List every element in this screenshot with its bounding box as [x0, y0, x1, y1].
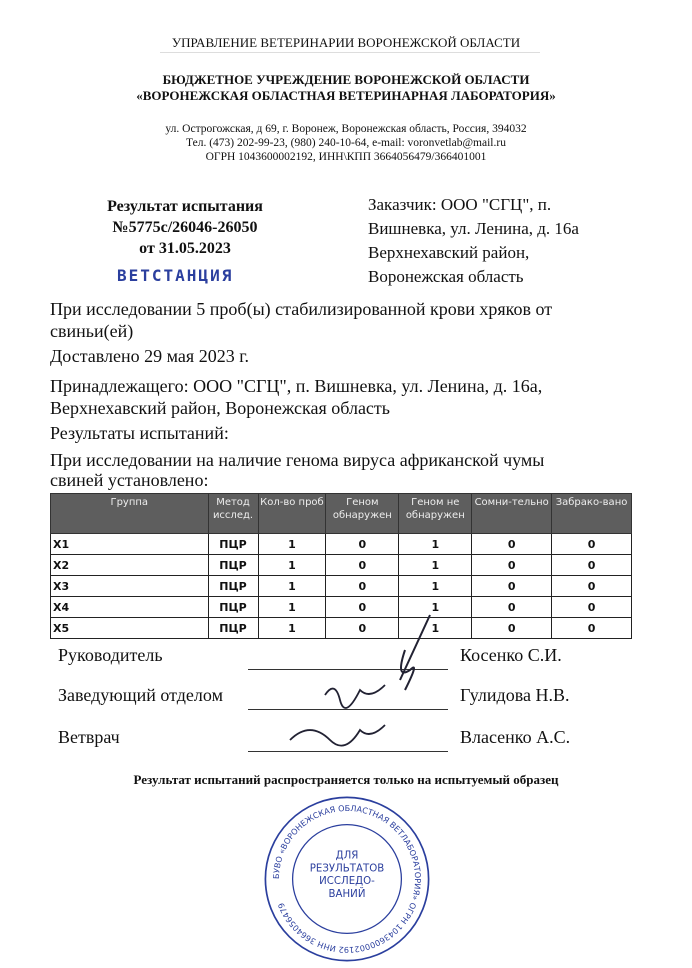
column-header: Геном обнаружен — [326, 494, 399, 534]
table-cell: 0 — [552, 597, 632, 618]
samples-paragraph — [50, 298, 650, 342]
column-header: Кол-во проб — [258, 494, 326, 534]
table-row — [51, 555, 632, 576]
findings-paragraph — [50, 450, 650, 490]
registration-ids: ОГРН 1043600002192, ИНН\КПП 3664056479/366401001 — [205, 151, 487, 163]
table-cell: 1 — [399, 618, 472, 639]
result-label: Результат испытания — [107, 198, 263, 215]
signature-role: Заведующий отделом — [58, 685, 223, 705]
table-cell: 0 — [326, 576, 399, 597]
table-cell: X1 — [51, 534, 209, 555]
table-cell: X5 — [51, 618, 209, 639]
table-cell: 0 — [552, 618, 632, 639]
table-cell: 0 — [326, 555, 399, 576]
text-line: Верхнехавский район, Воронежская область — [50, 398, 390, 418]
text-line: свиней установлено: — [50, 470, 209, 490]
handwritten-signatures — [280, 610, 450, 760]
table-cell: 0 — [472, 576, 552, 597]
column-header: Геном не обнаружен — [399, 494, 472, 534]
table-cell: 1 — [258, 534, 326, 555]
table-cell: 0 — [472, 555, 552, 576]
table-cell: 1 — [399, 576, 472, 597]
organization-name — [0, 72, 692, 104]
table-cell: ПЦР — [208, 576, 258, 597]
table-cell: 1 — [258, 618, 326, 639]
customer-block — [368, 193, 668, 289]
signature-name: Косенко С.И. — [460, 645, 562, 665]
column-header: Забрако-вано — [552, 494, 632, 534]
table-cell: 0 — [472, 534, 552, 555]
authority-header: УПРАВЛЕНИЕ ВЕТЕРИНАРИИ ВОРОНЕЖСКОЙ ОБЛАСТИ — [171, 35, 521, 50]
table-cell: 0 — [472, 597, 552, 618]
table-cell: 1 — [399, 534, 472, 555]
result-title — [80, 196, 290, 259]
table-cell: 0 — [552, 534, 632, 555]
table-cell: 0 — [326, 534, 399, 555]
table-cell: X3 — [51, 576, 209, 597]
table-cell: ПЦР — [208, 597, 258, 618]
text-line: свиньи(ей) — [50, 321, 134, 341]
table-cell: X4 — [51, 597, 209, 618]
footer-note: Результат испытаний распространяется только на испытуемый образец — [133, 772, 559, 787]
delivered-date: Доставлено 29 мая 2023 г. — [50, 346, 250, 366]
customer-line: Верхнехавский район, — [368, 243, 530, 262]
column-header: Группа — [51, 494, 209, 534]
signature-name: Власенко А.С. — [460, 727, 571, 747]
table-cell: 0 — [326, 618, 399, 639]
org-line-1: БЮДЖЕТНОЕ УЧРЕЖДЕНИЕ ВОРОНЕЖСКОЙ ОБЛАСТИ — [162, 72, 530, 87]
table-cell: 1 — [258, 576, 326, 597]
result-number: №5775с/26046-26050 — [112, 219, 258, 236]
round-stamp — [262, 794, 432, 964]
customer-line: Воронежская область — [368, 267, 524, 286]
org-line-2: «ВОРОНЕЖСКАЯ ОБЛАСТНАЯ ВЕТЕРИНАРНАЯ ЛАБОРАТОРИЯ» — [136, 88, 556, 103]
table-cell: 0 — [472, 618, 552, 639]
table-cell: ПЦР — [208, 534, 258, 555]
table-cell: 1 — [258, 597, 326, 618]
organization-contacts — [0, 122, 692, 164]
table-cell: X2 — [51, 555, 209, 576]
table-cell: ПЦР — [208, 618, 258, 639]
table-header-row — [51, 494, 632, 534]
table-cell: ПЦР — [208, 555, 258, 576]
results-heading: Результаты испытаний: — [50, 423, 229, 443]
contacts: Тел. (473) 202-99-23, (980) 240-10-64, e-mail: voronvetlab@mail.ru — [186, 137, 506, 149]
text-line: При исследовании на наличие генома вируса африканской чумы — [50, 450, 545, 470]
text-line: Принадлежащего: ООО "СГЦ", п. Вишневка, ул. Ленина, д. 16а, — [50, 376, 543, 396]
customer-line: Вишневка, ул. Ленина, д. 16а — [368, 219, 579, 238]
signature-role: Ветврач — [58, 727, 120, 747]
stamp-ring-text: БУВО «ВОРОНЕЖСКАЯ ОБЛАСТНАЯ ВЕТЛАБОРАТОРИЯ» ОГРН 1043600002192 ИНН 3664056479 — [271, 803, 423, 955]
signature-role: Руководитель — [58, 645, 163, 665]
table-cell: 0 — [552, 555, 632, 576]
table-cell: 0 — [326, 597, 399, 618]
table-cell: 1 — [399, 597, 472, 618]
address: ул. Острогожская, д 69, г. Воронеж, Воронежская область, Россия, 394032 — [165, 123, 527, 135]
table-row — [51, 534, 632, 555]
result-date: от 31.05.2023 — [139, 240, 231, 257]
owner-paragraph — [50, 375, 650, 419]
stamp-center-text: ДЛЯ РЕЗУЛЬТАТОВ ИССЛЕДО-ВАНИЙ — [309, 849, 385, 900]
text-line: При исследовании 5 проб(ы) стабилизированной крови хряков от — [50, 299, 553, 319]
table-row — [51, 576, 632, 597]
column-header: Сомни-тельно — [472, 494, 552, 534]
signature-name: Гулидова Н.В. — [460, 685, 570, 705]
header-divider — [160, 52, 540, 53]
table-cell: 1 — [258, 555, 326, 576]
column-header: Метод исслед. — [208, 494, 258, 534]
vetstation-stamp: ВЕТСТАНЦИЯ — [117, 266, 234, 285]
table-cell: 0 — [552, 576, 632, 597]
table-cell: 1 — [399, 555, 472, 576]
customer-line: Заказчик: ООО "СГЦ", п. — [368, 195, 552, 214]
